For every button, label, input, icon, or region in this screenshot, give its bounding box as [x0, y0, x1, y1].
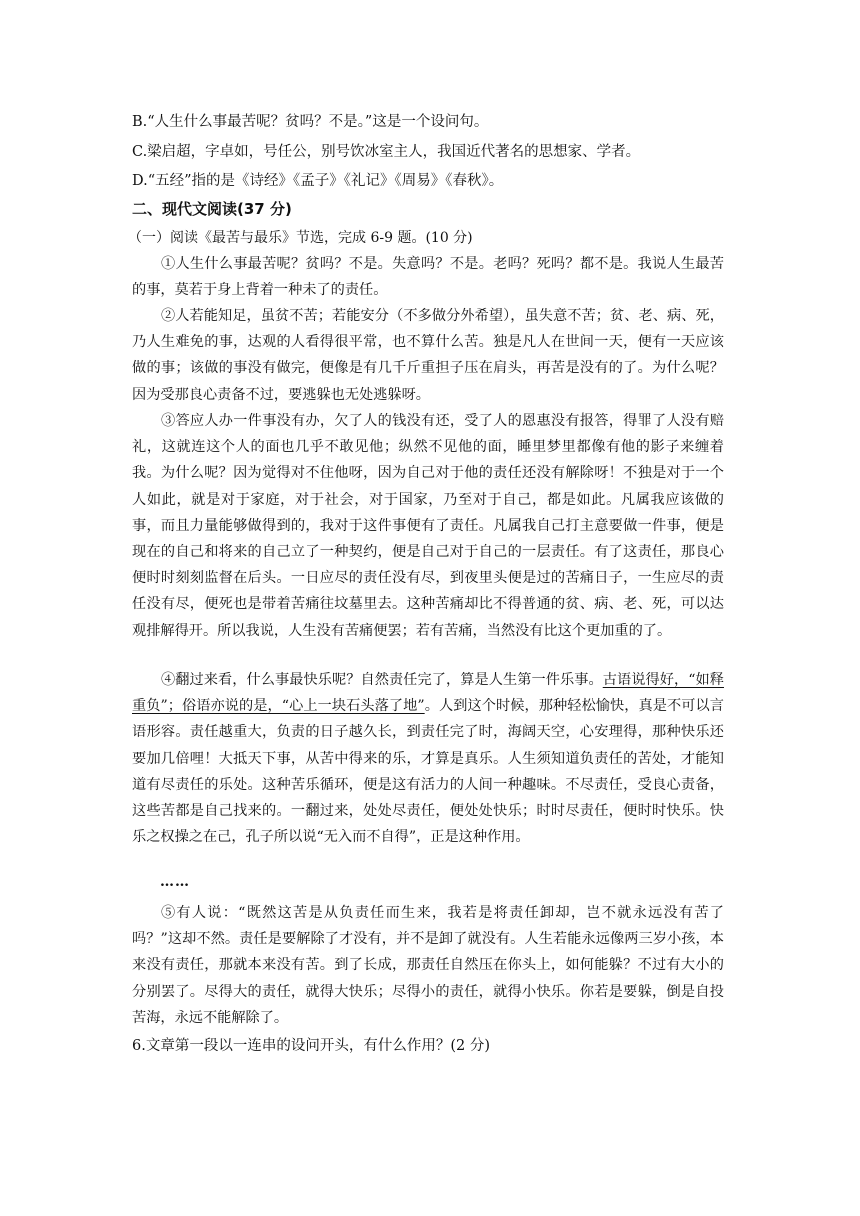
paragraph-4 — [132, 667, 724, 850]
paragraph-2-text: ②人若能知足，虽贫不苦；若能安分（不多做分外希望），虽失意不苦；贫、老、病、死，乃人生难免的事，达观的人看得很平常，也不算什么苦。独是凡人在世间一天，便有一天应该做的事；该做的事没有做完，便像是有几千斤重担子压在肩头，再苦是没有的了。为什么呢？因为受那良心责备不过，要逃躲也无处逃躲呀。 — [132, 308, 724, 403]
paragraph-2 — [132, 303, 724, 408]
paragraph-4-text — [132, 667, 724, 850]
paragraph-4-underlined-quote: 古语说得好，“如释重负”；俗语亦说的是，“心上一块石头落了地” — [132, 672, 724, 715]
question-6: 6.文章第一段以一连串的设问开头，有什么作用？(2 分) — [132, 1038, 490, 1054]
paragraph-4-rest: 。人到这个时候，那种轻松愉快，真是不可以言语形容。责任越重大，负责的日子越久长，到责任完了时，海阔天空，心安理得，那种快乐还要加几倍哩！大抵天下事，从苦中得来的乐，才算是真乐。人生须知道负责任的苦处，才能知道有尽责任的乐处。这种苦乐循环，便是这有活力的人间一种趣味。不尽责任，受良心责备，这些苦都是自己找来的。一翻过来，处处尽责任，便处处快乐；时时尽责任，便时时快乐。快乐之权操之在己，孔子所以说“无入而不自得”，正是这种作用。 — [132, 698, 724, 846]
subsection-intro: （一）阅读《最苦与最乐》节选，完成 6-9 题。(10 分) — [128, 230, 473, 246]
paragraph-4-start: ④翻过来看，什么事最快乐呢？自然责任完了，算是人生第一件乐事。 — [161, 672, 603, 688]
paragraph-5-text: ⑤有人说：“既然这苦是从负责任而生来，我若是将责任卸却，岂不就永远没有苦了吗？”这却不然。责任是要解除了才没有，并不是卸了就没有。人生若能永远像两三岁小孩，本来没有责任，那就本来没有苦。到了长成，那责任自然压在你头上，如何能躲？不过有大小的分别罢了。尽得大的责任，就得大快乐；尽得小的责任，就得小快乐。你若是要躲，倒是自投苦海，永远不能解除了。 — [132, 905, 724, 1026]
paragraph-1 — [132, 251, 724, 303]
option-c: C.梁启超，字卓如，号任公，别号饮冰室主人，我国近代著名的思想家、学者。 — [132, 144, 641, 160]
section-heading: 二、现代文阅读(37 分) — [132, 200, 292, 218]
option-d: D.“五经”指的是《诗经》《孟子》《礼记》《周易》《春秋》。 — [132, 173, 504, 189]
option-b: B.“人生什么事最苦呢？贫吗？不是。”这是一个设问句。 — [132, 114, 489, 130]
ellipsis: …… — [160, 874, 190, 890]
paragraph-5 — [132, 900, 724, 1031]
paragraph-3 — [132, 408, 724, 644]
paragraph-1-text: ①人生什么事最苦呢？贫吗？不是。失意吗？不是。老吗？死吗？都不是。我说人生最苦的事，莫若于身上背着一种未了的责任。 — [132, 256, 724, 299]
paragraph-3-text: ③答应人办一件事没有办，欠了人的钱没有还，受了人的恩惠没有报答，得罪了人没有赔礼，这就连这个人的面也几乎不敢见他；纵然不见他的面，睡里梦里都像有他的影子来缠着我。为什么呢？因为觉得对不住他呀，因为自己对于他的责任还没有解除呀！不独是对于一个人如此，就是对于家庭，对于社会，对于国家，乃至对于自己，都是如此。凡属我应该做的事，而且力量能够做得到的，我对于这件事便有了责任。凡属我自己打主意要做一件事，便是现在的自己和将来的自己立了一种契约，便是自己对于自己的一层责任。有了这责任，那良心便时时刻刻监督在后头。一日应尽的责任没有尽，到夜里头便是过的苦痛日子，一生应尽的责任没有尽，便死也是带着苦痛往坟墓里去。这种苦痛却比不得普通的贫、病、老、死，可以达观排解得开。所以我说，人生没有苦痛便罢；若有苦痛，当然没有比这个更加重的了。 — [132, 413, 724, 639]
